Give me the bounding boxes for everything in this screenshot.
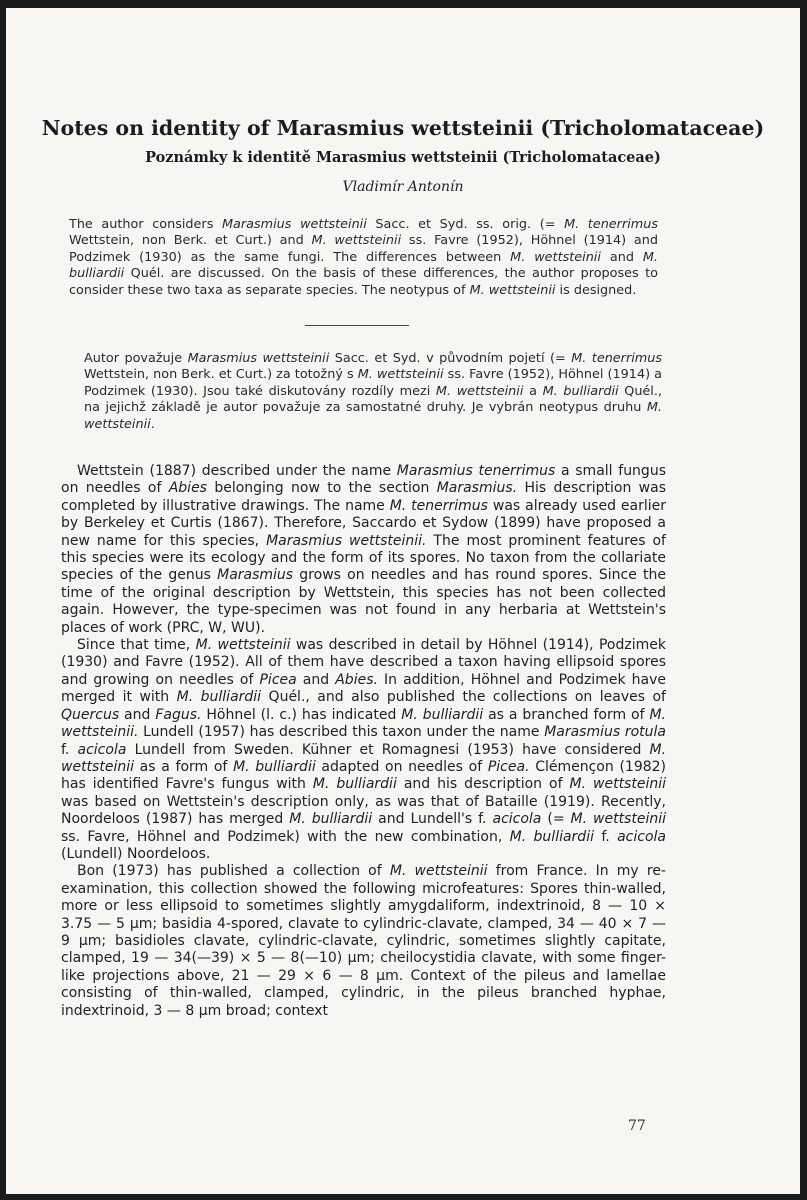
text-run: Bon (1973) has published a collection of [77,863,390,880]
italic-run: acicola [492,811,542,828]
text-run: f. [593,828,618,845]
text-run: was described in detail by Höhnel (1914), Podzimek (1930) and Favre (1952). All of them have described a taxon having ellipsoid spores and growing on needles of [61,637,666,688]
italic-run: Marasmius. [436,480,518,497]
text-run: and Lundell's f. [372,811,493,828]
text-run: Lundell (1957) has described this taxon under the name [138,724,545,741]
text-run: and [119,706,156,723]
text-run: ss. Favre (1952), Höhnel (1914) and Podzimek (1930) as the same fungi. The differences between [69,233,658,265]
text-run: (Lundell) Noordeloos. [61,845,211,862]
italic-run: Picea [259,671,297,688]
italic-run: M. bulliardii [542,383,619,399]
text-run: The most prominent features of this species were its ecology and the form of its spores. No taxon from the collariate species of the genus [61,532,666,584]
italic-run: M. bulliardii [401,706,484,723]
text-run: as a branched form of [483,706,650,723]
italic-run: M. wettsteinii [311,233,402,249]
text-run: is designed. [555,282,637,298]
author-name: Vladimír Antonín [342,179,464,195]
text-run: grows on needles and has round spores. Since the time of the original description by Wettstein, this species has not been collected again. However, the type-specimen was not found in any herbaria at Wettstein's places of work (PRC, W, WU). [61,567,666,636]
text-run: Sacc. et Syd. ss. orig. (= [366,217,565,232]
italic-run: M. wettsteinii [469,282,556,298]
text-run: was already used earlier by Berkeley et Curtis (1867). Therefore, Saccardo et Sydow (1899) have proposed a new name for this species, [61,497,666,549]
italic-run: M. wettsteinii [435,383,524,399]
text-run: was based on Wettstein's description only, as was that of Bataille (1919). Recently, Noordeloos (1987) has merged [61,793,666,828]
italic-run: M. wettsteinii [357,367,444,383]
italic-run: M. tenerrimus [571,351,662,366]
italic-run: M. wettsteinii [569,776,666,793]
italic-run: Picea. [487,758,530,775]
italic-run: M. bulliardii [233,758,316,775]
text-run: and his description of [396,776,570,793]
italic-run: M. tenerrimus [389,497,488,514]
italic-run: M. wettsteinii [61,741,667,775]
text-run: Wettstein, non Berk. et Curt.) and [69,233,312,249]
italic-run: M. bulliardii [509,828,594,845]
body-paragraph [61,463,666,637]
italic-run: M. wettsteinii [389,863,488,880]
text-run: . [150,416,155,432]
italic-run: M. bulliardii [69,249,658,282]
italic-run: M. wettsteinii [84,400,662,432]
italic-run: M. bulliardii [176,689,262,706]
italic-run: M. wettsteinii [195,637,291,654]
italic-run: Marasmius wettsteinii [222,217,367,232]
italic-run: M. bulliardii [312,776,397,793]
body-paragraph [61,637,666,863]
text-run: ss. Favre, Höhnel and Podzimek) with the new combination, [61,828,510,845]
text-run: Quél. are discussed. On the basis of these differences, the author proposes to consider these two taxa as separate species. The neotypus of [69,266,658,298]
text-run: Autor považuje [84,351,188,366]
text-run: from France. In my re-examination, this collection showed the following microfeatures: Spores thin-walled, more or less ellipsoid to sometimes slightly amygdaliform, indextrinoid, 8 — 10 × 3.75 — 5 µm; basidia 4-spored, clavate to cylindric-clavate, clamped, 34 — 40 × 7 — 9 µm; basidioles clavate, cylindric-clavate, cylindric, sometimes slightly capitate, clamped, 19 — 34(—39) × 5 — 8(—10) µm; cheilocystidia clavate, with some finger-like projections above, 21 — 29 × 6 — 8 µm. Context of the pileus and lamellae consisting of thin-walled, clamped, cylindric, in the pileus branched hyphae, indextrinoid, 3 — 8 µm broad; context [61,863,666,1019]
italic-run: Fagus. [155,706,202,723]
journal-page [6,8,800,1194]
abstract-czech-text [84,351,662,433]
italic-run: M. wettsteinii. [61,706,666,741]
text-run: Höhnel (l. c.) has indicated [201,706,402,723]
body-paragraph [61,863,666,1020]
italic-run: Abies [168,480,207,497]
text-run: and [296,671,336,688]
italic-run: M. wettsteinii [510,249,601,265]
text-run: a small fungus on needles of [61,463,666,497]
italic-run: Marasmius wettsteinii. [266,532,427,549]
italic-run: M. bulliardii [289,811,373,828]
text-run: Wettstein, non Berk. et Curt.) za totožný s [84,367,358,383]
article-subtitle: Poznámky k identitě Marasmius wettsteinii (Tricholomataceae) [145,149,661,166]
text-run: f. [61,741,78,758]
text-run: ss. Favre (1952), Höhnel (1914) a Podzimek (1930). Jsou také diskutovány rozdíly mezi [84,367,662,399]
article-title: Notes on identity of Marasmius wettsteinii (Tricholomataceae) [41,116,765,140]
abstract-english-text [69,217,658,299]
text-run: as a form of [133,758,234,775]
text-run: Quél., and also published the collections on leaves of [261,689,666,706]
text-run: His description was completed by illustrative drawings. The name [61,480,666,514]
italic-run: acicola [77,741,127,758]
text-run: In addition, Höhnel and Podzimek have merged it with [61,671,666,706]
text-run: Wettstein (1887) described under the name [77,463,397,479]
text-run: Clémençon (1982) has identified Favre's fungus with [61,758,666,793]
text-run: Since that time, [77,637,196,654]
italic-run: Marasmius rotula [544,724,666,741]
page-number: 77 [628,1118,646,1134]
italic-run: Abies. [335,671,378,688]
italic-run: Marasmius tenerrimus [396,463,556,479]
italic-run: Marasmius wettsteinii [187,351,330,366]
text-run: Lundell from Sweden. Kühner et Romagnesi (1953) have considered [126,741,650,758]
text-run: (= [541,811,571,828]
text-run: belonging now to the section [206,480,437,497]
text-run: The author considers [69,217,222,232]
italic-run: M. wettsteinii [570,811,666,828]
text-run: a [523,383,543,399]
abstract-english [69,217,658,299]
italic-run: acicola [617,828,666,845]
italic-run: Quercus [61,706,120,723]
text-run: Quél., na jejichž základě je autor považuje za samostatné druhy. Je vybrán neotypus druhu [84,383,663,416]
section-divider [305,325,409,326]
italic-run: M. tenerrimus [564,217,658,232]
abstract-czech [84,351,662,433]
text-run: and [600,249,643,265]
text-run: Sacc. et Syd. v původním pojetí (= [329,351,572,366]
italic-run: Marasmius [217,567,294,584]
text-run: adapted on needles of [315,758,488,775]
article-body [61,463,666,1020]
